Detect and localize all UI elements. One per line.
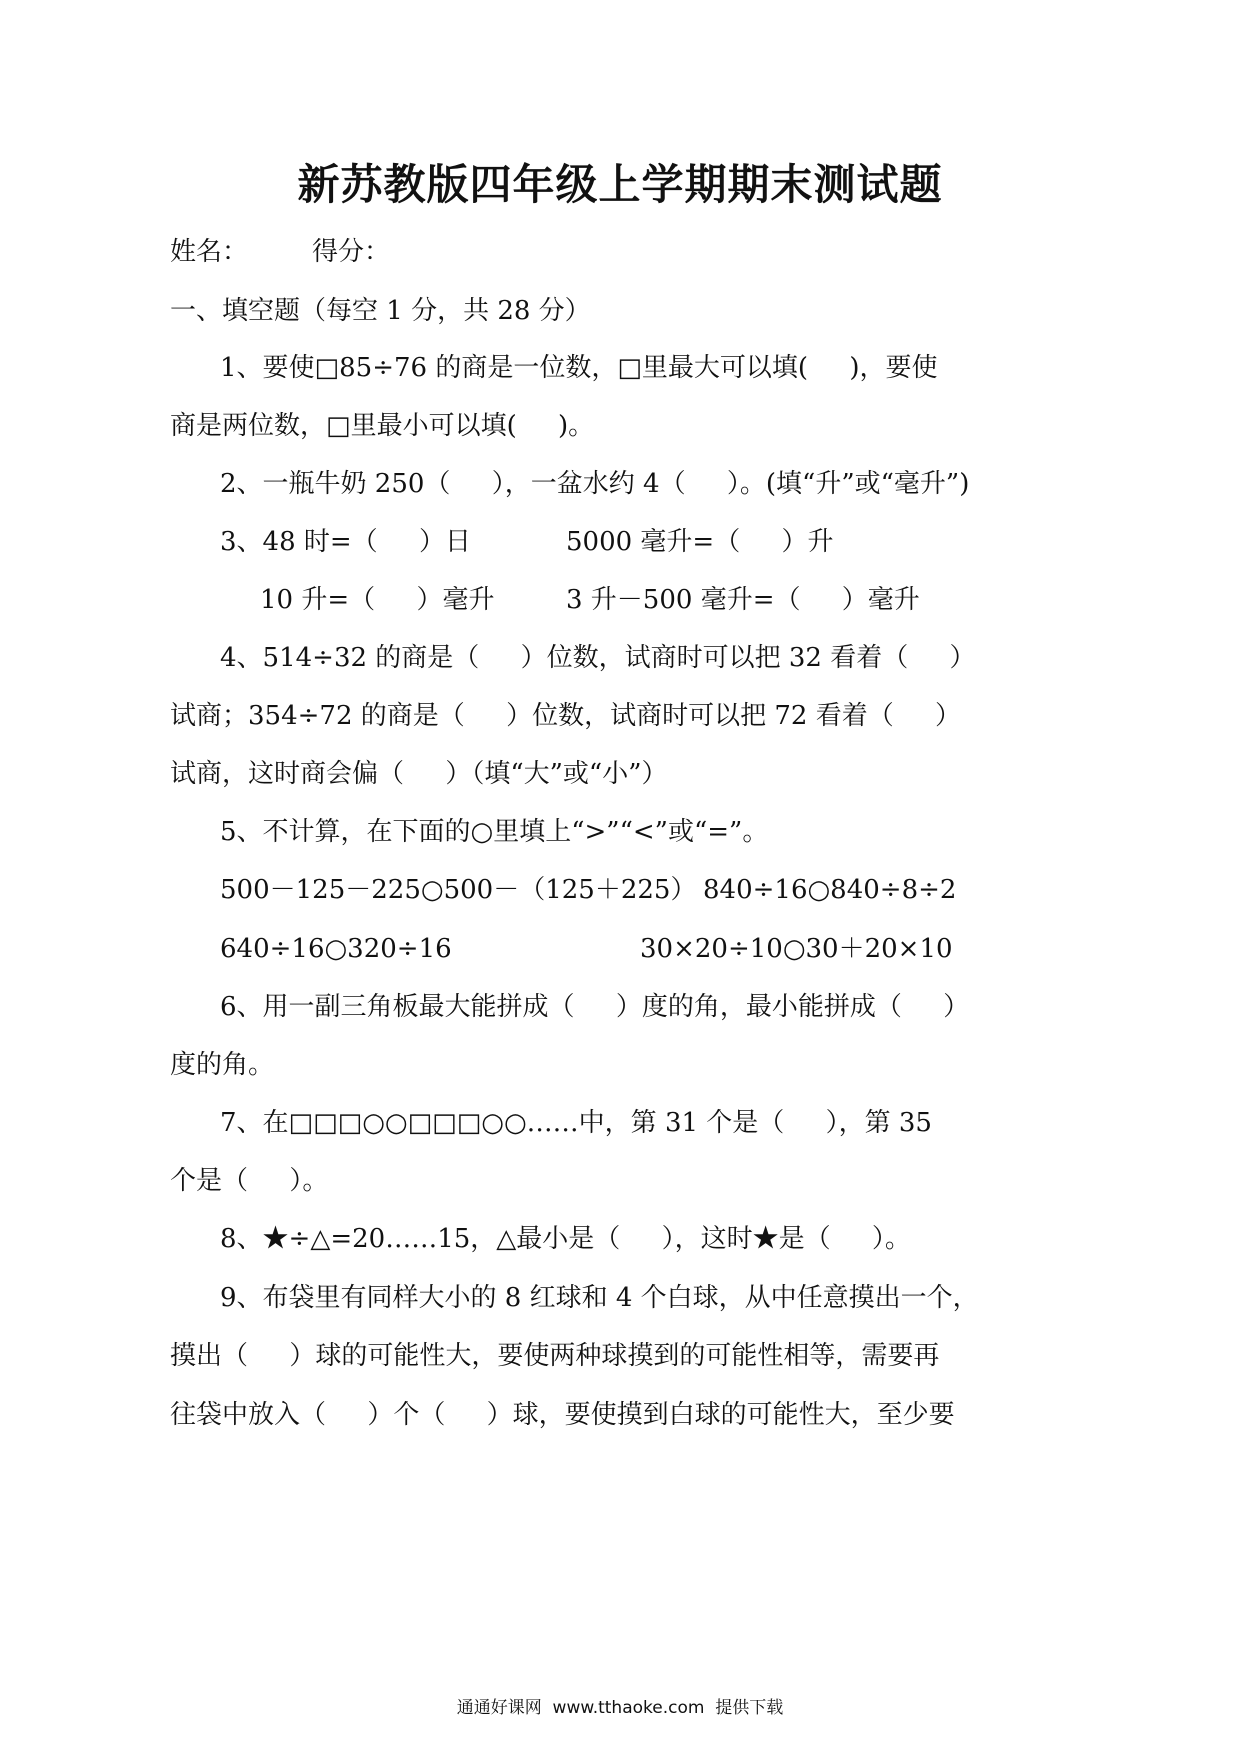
question-1-line-1: 1、要使□85÷76 的商是一位数，□里最大可以填( )，要使	[220, 353, 938, 383]
question-8: 8、★÷△=20……15，△最小是（ ），这时★是（ ）。	[220, 1224, 911, 1254]
question-5-expr-1: 500－125－225○500－（125＋225）	[220, 875, 697, 905]
question-4-line-3: 试商，这时商会偏（ ）（填“大”或“小”）	[170, 759, 668, 789]
page-title: 新苏教版四年级上学期期末测试题	[297, 160, 943, 209]
question-4-line-1: 4、514÷32 的商是（ ）位数，试商时可以把 32 看着（ ）	[220, 643, 976, 673]
section-heading: 一、填空题（每空 1 分，共 28 分）	[170, 296, 591, 326]
question-7-line-1: 7、在□□□○○□□□○○……中，第 31 个是（ ），第 35	[220, 1108, 932, 1138]
question-3-left-1: 3、48 时=（ ）日	[220, 527, 471, 557]
name-label: 姓名：	[170, 237, 249, 267]
question-6-line-1: 6、用一副三角板最大能拼成（ ）度的角，最小能拼成（ ）	[220, 992, 970, 1022]
question-5: 5、不计算，在下面的○里填上“>”“<”或“=”。	[220, 817, 769, 847]
question-5-expr-2: 840÷16○840÷8÷2	[703, 875, 957, 905]
question-2: 2、一瓶牛奶 250（ ），一盆水约 4（ ）。(填“升”或“毫升”)	[220, 469, 970, 499]
question-4-line-2: 试商；354÷72 的商是（ ）位数，试商时可以把 72 看着（ ）	[170, 701, 962, 731]
footer-source: 通通好课网 www.tthaoke.com 提供下载	[456, 1698, 784, 1718]
question-3-left-2: 10 升=（ ）毫升	[260, 585, 495, 615]
question-3-right-1: 5000 毫升=（ ）升	[566, 527, 834, 557]
question-6-line-2: 度的角。	[170, 1050, 275, 1080]
question-7-line-2: 个是（ ）。	[170, 1166, 329, 1196]
question-5-expr-4: 30×20÷10○30＋20×10	[640, 934, 953, 964]
question-3-right-2: 3 升－500 毫升=（ ）毫升	[566, 585, 920, 615]
question-9-line-1: 9、布袋里有同样大小的 8 红球和 4 个白球，从中任意摸出一个，	[220, 1283, 979, 1313]
question-9-line-3: 往袋中放入（ ）个（ ）球，要使摸到白球的可能性大，至少要	[170, 1400, 955, 1430]
question-1-line-2: 商是两位数，□里最小可以填( )。	[170, 411, 595, 441]
score-label: 得分：	[312, 237, 391, 267]
question-9-line-2: 摸出（ ）球的可能性大，要使两种球摸到的可能性相等，需要再	[170, 1341, 940, 1371]
question-5-expr-3: 640÷16○320÷16	[220, 934, 452, 964]
